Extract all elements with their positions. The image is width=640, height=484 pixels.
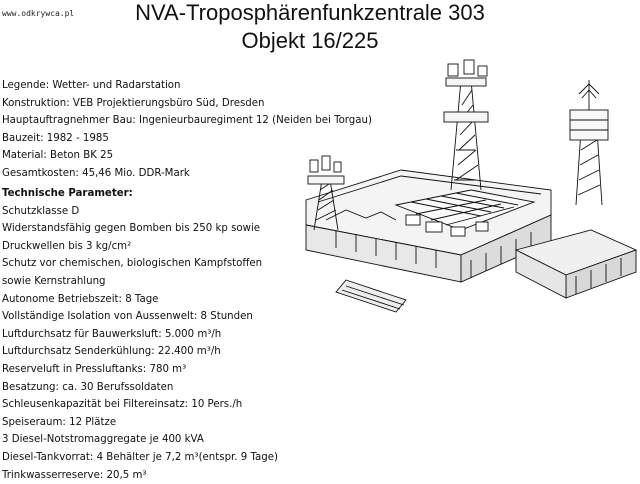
info-line-construction: Konstruktion: VEB Projektierungsbüro Süd, Dresden xyxy=(2,95,372,113)
tech-line: Vollständige Isolation von Aussenwelt: 8 Stunden xyxy=(2,308,278,326)
info-line-total-cost: Gesamtkosten: 45,46 Mio. DDR-Mark xyxy=(2,165,372,183)
info-line-build-period: Bauzeit: 1982 - 1985 xyxy=(2,130,372,148)
tech-line: Druckwellen bis 3 kg/cm² xyxy=(2,238,278,256)
access-ramp xyxy=(336,280,406,312)
page-title: NVA-Troposphärenfunkzentrale 303 xyxy=(120,0,500,26)
tech-line: Besatzung: ca. 30 Berufssoldaten xyxy=(2,379,278,397)
page-subtitle: Objekt 16/225 xyxy=(120,28,500,54)
tech-line: 3 Diesel-Notstromaggregate je 400 kVA xyxy=(2,431,278,449)
watermark: www.odkrywca.pl xyxy=(2,9,74,18)
info-line-material: Material: Beton BK 25 xyxy=(2,147,372,165)
tech-line: Speiseraum: 12 Plätze xyxy=(2,414,278,432)
tech-line: Diesel-Tankvorrat: 4 Behälter je 7,2 m³(entspr. 9 Tage) xyxy=(2,449,278,467)
tech-line: sowie Kernstrahlung xyxy=(2,273,278,291)
tech-line: Schleusenkapazität bei Filtereinsatz: 10 Pers./h xyxy=(2,396,278,414)
technical-heading: Technische Parameter: xyxy=(2,185,278,203)
tech-line: Reserveluft in Pressluftanks: 780 m³ xyxy=(2,361,278,379)
technical-parameters-block xyxy=(2,185,278,484)
tech-line: Luftdurchsatz für Bauwerksluft: 5.000 m³/h xyxy=(2,326,278,344)
central-antenna-tower xyxy=(444,60,488,190)
tech-line: Autonome Betriebszeit: 8 Tage xyxy=(2,291,278,309)
tech-line: Schutz vor chemischen, biologischen Kampfstoffen xyxy=(2,255,278,273)
tech-line: Trinkwasserreserve: 20,5 m³ xyxy=(2,467,278,484)
tech-line: Luftdurchsatz Senderkühlung: 22.400 m³/h xyxy=(2,343,278,361)
tech-line: Widerstandsfähig gegen Bomben bis 250 kp sowie xyxy=(2,220,278,238)
tech-line: Schutzklasse D xyxy=(2,203,278,221)
east-antenna-tower xyxy=(570,80,608,205)
bunker-isometric-drawing xyxy=(286,50,640,380)
bunker-structure xyxy=(306,170,551,282)
info-line-contractor: Hauptauftragnehmer Bau: Ingenieurbauregiment 12 (Neiden bei Torgau) xyxy=(2,112,372,130)
info-line-legend: Legende: Wetter- und Radarstation xyxy=(2,77,372,95)
